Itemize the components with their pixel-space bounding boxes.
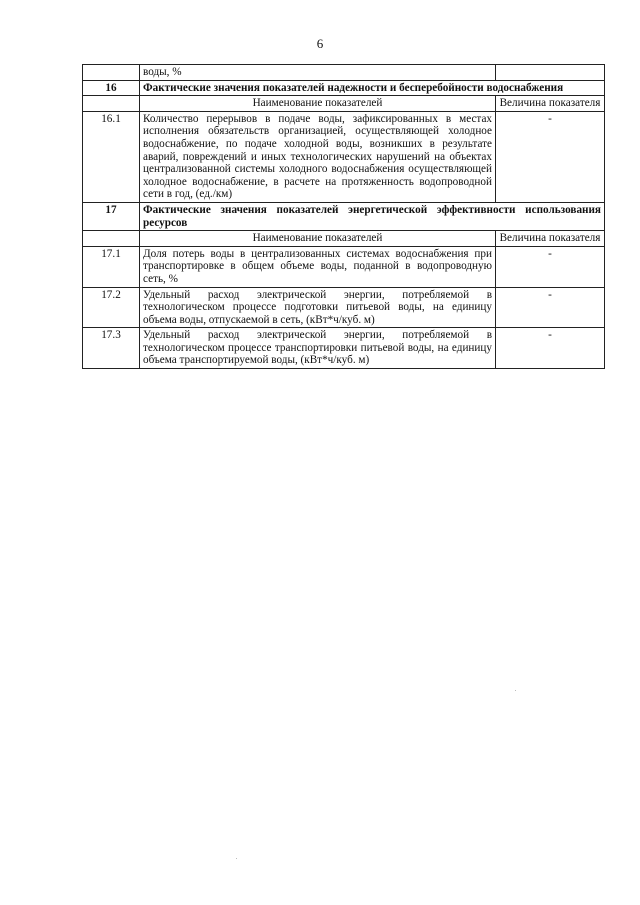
column-header-name: Наименование показателей — [140, 96, 496, 112]
indicator-number: 17.3 — [83, 328, 140, 369]
table-row — [83, 111, 605, 202]
section-title: Фактические значения показателей энергетической эффективности использования ресурсов — [140, 202, 605, 230]
indicator-value: - — [496, 328, 605, 369]
column-header-value: Величина показателя — [496, 231, 605, 247]
page-number: 6 — [316, 36, 324, 51]
scan-speck — [236, 858, 237, 859]
table-cell — [83, 231, 140, 247]
column-header-row — [83, 96, 605, 112]
indicator-name: Количество перерывов в подаче воды, зафиксированных в местах исполнения обязательств организацией, осуществляющей холодное водоснабжение, по подаче холодной воды, возникших в результате аварий, повреждений и иных технологических нарушений на объектах централизованной системы холодного водоснабжения осуществляющей холодное водоснабжение, в расчете на протяженность водопроводной сети в год, (ед./км) — [140, 111, 496, 202]
indicator-name: Доля потерь воды в централизованных системах водоснабжения при транспортировке в общем объеме воды, поданной в водопроводную сеть, % — [140, 246, 496, 287]
table-row — [83, 287, 605, 328]
indicator-value: - — [496, 111, 605, 202]
section-number: 17 — [83, 202, 140, 230]
continued-text: воды, % — [140, 65, 496, 81]
table-row — [83, 65, 605, 81]
indicator-value: - — [496, 246, 605, 287]
scan-speck — [515, 690, 516, 691]
indicator-value: - — [496, 287, 605, 328]
section-header-row — [83, 202, 605, 230]
indicators-table — [82, 64, 605, 369]
column-header-value: Величина показателя — [496, 96, 605, 112]
table-cell — [83, 96, 140, 112]
section-header-row — [83, 80, 605, 96]
indicator-number: 16.1 — [83, 111, 140, 202]
table-cell — [496, 65, 605, 81]
section-number: 16 — [83, 80, 140, 96]
column-header-row — [83, 231, 605, 247]
indicator-number: 17.1 — [83, 246, 140, 287]
table-cell — [83, 65, 140, 81]
indicator-name: Удельный расход электрической энергии, потребляемой в технологическом процессе транспортировки питьевой воды, на единицу объема транспортируемой воды, (кВт*ч/куб. м) — [140, 328, 496, 369]
section-title: Фактические значения показателей надежности и бесперебойности водоснабжения — [140, 80, 605, 96]
indicator-number: 17.2 — [83, 287, 140, 328]
indicator-name: Удельный расход электрической энергии, потребляемой в технологическом процессе подготовки питьевой воды, на единицу объема воды, отпускаемой в сеть, (кВт*ч/куб. м) — [140, 287, 496, 328]
column-header-name: Наименование показателей — [140, 231, 496, 247]
table-row — [83, 246, 605, 287]
table-row — [83, 328, 605, 369]
